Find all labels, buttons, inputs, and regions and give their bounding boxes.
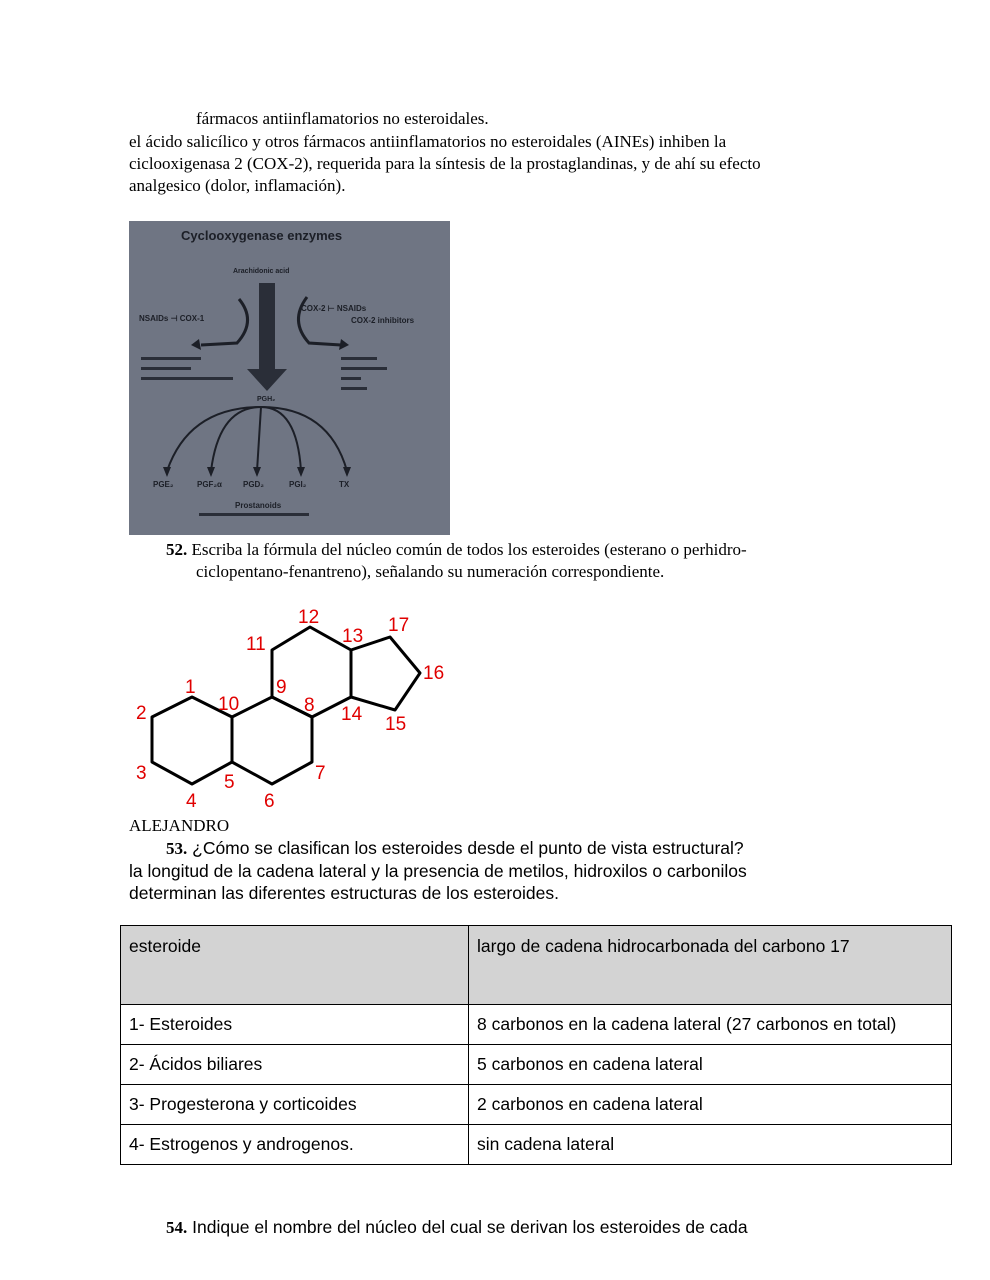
intro-line-3: analgesico (dolor, inflamación). bbox=[129, 176, 346, 195]
carbon-9: 9 bbox=[276, 677, 287, 698]
answer-53-line-2: determinan las diferentes estructuras de los esteroides. bbox=[129, 883, 559, 903]
figure-right-label-1: COX-2 ⊢ NSAIDs bbox=[301, 304, 367, 313]
figure-center-label: PGH₂ bbox=[257, 396, 276, 403]
product-pgf2a: PGF₂α bbox=[197, 480, 222, 489]
table-cell: 4- Estrogenos y androgenos. bbox=[121, 1125, 469, 1165]
carbon-17: 17 bbox=[388, 615, 410, 636]
table-row bbox=[121, 1045, 952, 1085]
intro-line-2: ciclooxigenasa 2 (COX-2), requerida para la síntesis de la prostaglandinas, y de ahí su efecto bbox=[129, 154, 761, 173]
question-53-line bbox=[166, 837, 744, 860]
carbon-10: 10 bbox=[218, 694, 240, 715]
carbon-4: 4 bbox=[186, 791, 197, 812]
table-header-steroid: esteroide bbox=[121, 926, 469, 1005]
carbon-15: 15 bbox=[385, 714, 407, 735]
figure-right-label-2: COX-2 inhibitors bbox=[351, 316, 415, 325]
table-row bbox=[121, 1005, 952, 1045]
table-cell: 8 carbonos en la cadena lateral (27 carbonos en total) bbox=[469, 1005, 952, 1045]
intro-line-0: fármacos antiinflamatorios no esteroidales. bbox=[196, 109, 489, 128]
carbon-16: 16 bbox=[423, 663, 445, 684]
question-52-number: 52. bbox=[166, 540, 188, 559]
left-curve-arrow bbox=[201, 299, 248, 345]
product-pge2: PGE₂ bbox=[153, 480, 174, 489]
carbon-6: 6 bbox=[264, 791, 275, 812]
product-pgi2: PGI₂ bbox=[289, 480, 307, 489]
steroid-classification-table bbox=[120, 925, 952, 1165]
product-tx: TX bbox=[339, 480, 350, 489]
carbon-11: 11 bbox=[246, 634, 266, 655]
carbon-8: 8 bbox=[304, 695, 315, 716]
ring-d bbox=[351, 637, 420, 710]
table-row bbox=[121, 1125, 952, 1165]
question-53-number: 53. bbox=[166, 839, 188, 858]
question-52-text-1: Escriba la fórmula del núcleo común de todos los esteroides (esterano o perhidro- bbox=[191, 540, 747, 559]
author-name: ALEJANDRO bbox=[129, 816, 230, 835]
answer-53-line-1: la longitud de la cadena lateral y la presencia de metilos, hidroxilos o carbonilos bbox=[129, 861, 747, 881]
table-header-chain-length: largo de cadena hidrocarbonada del carbono 17 bbox=[469, 926, 952, 1005]
product-arrows bbox=[167, 407, 347, 471]
carbon-1: 1 bbox=[185, 677, 196, 698]
table-cell: 2 carbonos en cadena lateral bbox=[469, 1085, 952, 1125]
table-cell: sin cadena lateral bbox=[469, 1125, 952, 1165]
figure-left-label: NSAIDs ⊣ COX-1 bbox=[139, 314, 205, 323]
table-row bbox=[121, 1085, 952, 1125]
figure-title: Cyclooxygenase enzymes bbox=[181, 228, 343, 243]
carbon-7: 7 bbox=[315, 763, 326, 784]
carbon-2: 2 bbox=[136, 703, 147, 724]
right-bullets bbox=[341, 357, 387, 390]
question-52-line-2: ciclopentano-fenantreno), señalando su numeración correspondiente. bbox=[196, 562, 665, 581]
table-cell: 2- Ácidos biliares bbox=[121, 1045, 469, 1085]
left-bullets bbox=[141, 357, 233, 380]
question-54-line bbox=[166, 1216, 748, 1239]
intro-line-1: el ácido salicílico y otros fármacos antiinflamatorios no esteroidales (AINEs) inhiben la bbox=[129, 132, 727, 151]
table-header-row bbox=[121, 926, 952, 1005]
figure-top-label: Arachidonic acid bbox=[233, 268, 290, 275]
cyclooxygenase-figure bbox=[129, 221, 450, 535]
table-cell: 1- Esteroides bbox=[121, 1005, 469, 1045]
question-54-text: Indique el nombre del núcleo del cual se derivan los esteroides de cada bbox=[192, 1217, 748, 1237]
carbon-14: 14 bbox=[341, 704, 363, 725]
steroid-nucleus-diagram bbox=[120, 600, 460, 815]
down-arrow-icon bbox=[247, 283, 287, 391]
carbon-12: 12 bbox=[298, 607, 320, 628]
question-52-line-1 bbox=[166, 539, 747, 561]
product-pgd2: PGD₂ bbox=[243, 480, 264, 489]
carbon-5: 5 bbox=[224, 772, 235, 793]
carbon-13: 13 bbox=[342, 626, 364, 647]
figure-bottom-label: Prostanoids bbox=[235, 501, 282, 510]
table-cell: 5 carbonos en cadena lateral bbox=[469, 1045, 952, 1085]
carbon-3: 3 bbox=[136, 763, 147, 784]
question-53-text: ¿Cómo se clasifican los esteroides desde el punto de vista estructural? bbox=[192, 838, 744, 858]
question-54-number: 54. bbox=[166, 1218, 188, 1237]
table-cell: 3- Progesterona y corticoides bbox=[121, 1085, 469, 1125]
